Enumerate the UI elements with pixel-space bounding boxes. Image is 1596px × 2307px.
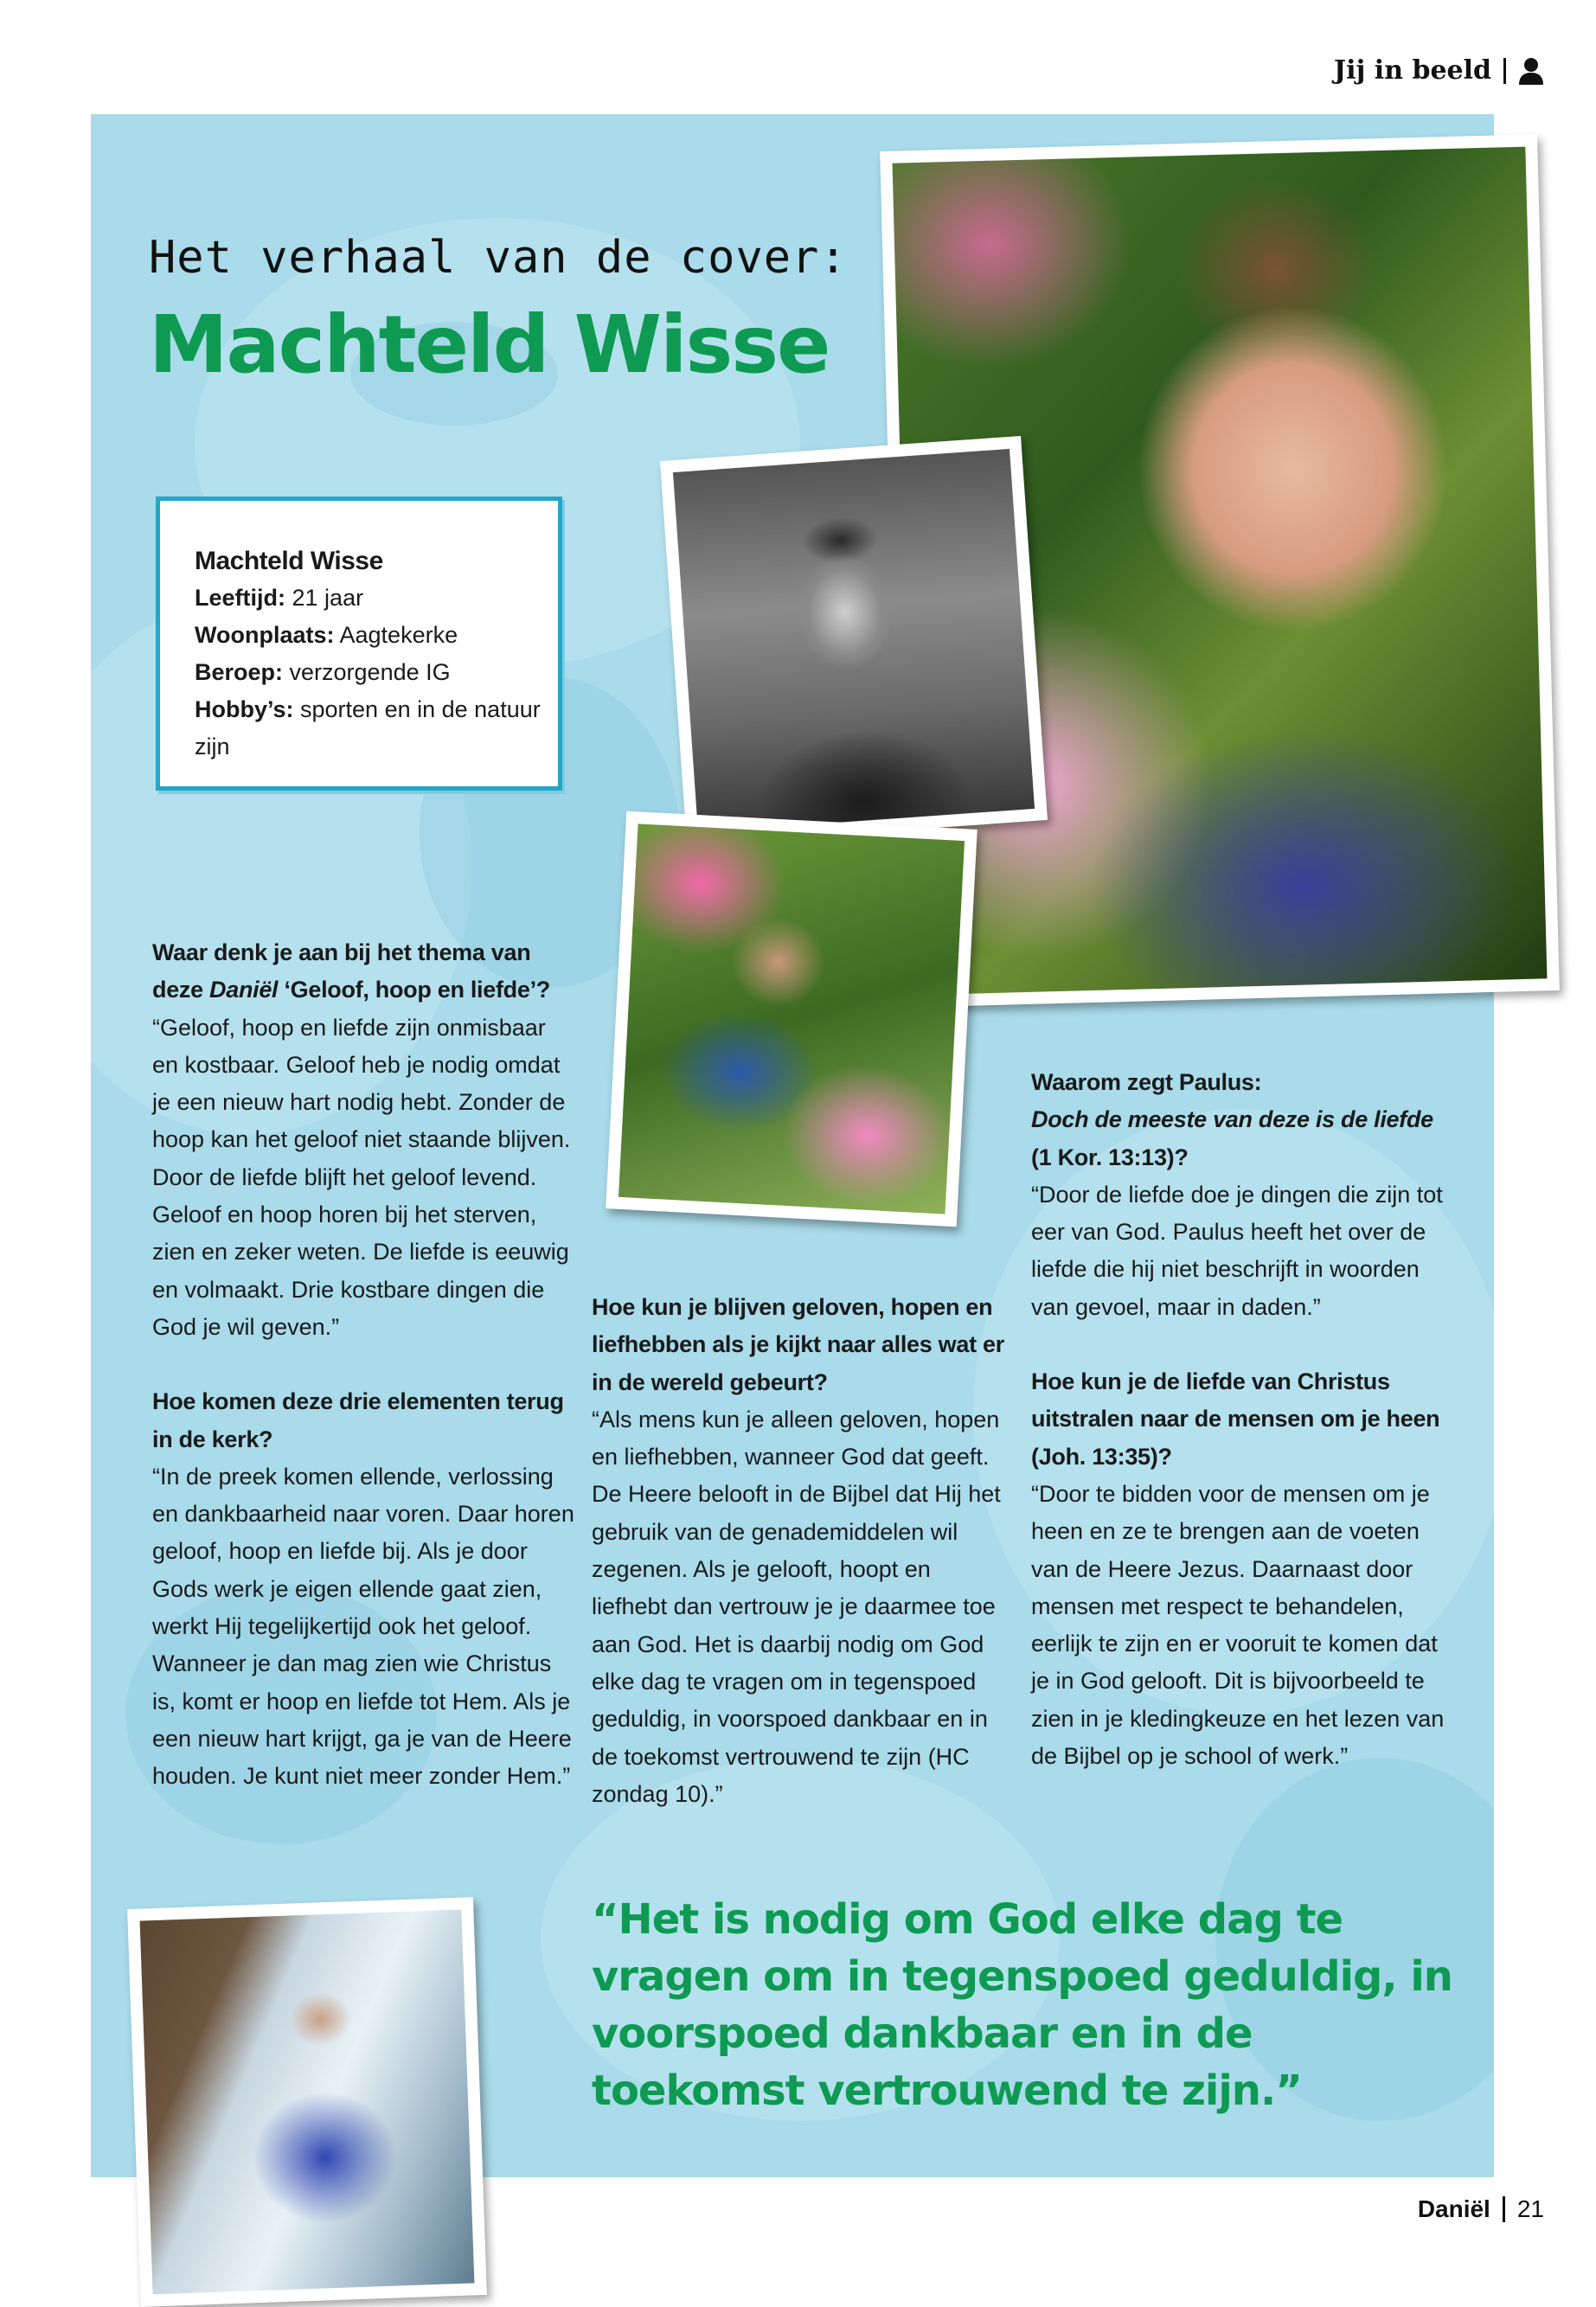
profile-field-residence — [195, 617, 541, 654]
field-value: Aagtekerke — [339, 622, 458, 648]
field-label: Leeftijd: — [195, 585, 285, 611]
profile-infobox — [156, 497, 562, 791]
header-divider — [1503, 58, 1506, 84]
photo-jetty — [127, 1897, 487, 2307]
footer-divider — [1503, 2196, 1505, 2222]
text-column-1 — [152, 934, 576, 1796]
section-label: Jij in beeld — [1333, 55, 1491, 86]
person-icon — [1518, 57, 1544, 85]
interview-answer: “Door te bidden voor de mensen om je heen en ze te brengen aan de voeten van de Heere Jezus. Daarnaast door mensen met respect te behandelen, eerlijk te zijn en er vooruit te komen dat je in God gelooft. Dit is bijvoorbeeld te zien in je kledingkeuze en het lezen van de Bijbel op je school of werk.” — [1031, 1480, 1445, 1770]
profile-field-age — [195, 580, 541, 617]
pull-quote: “Het is nodig om God elke dag te vragen om in tegenspoed geduldig, in voorspoed dankbaar en in de toekomst vertrouwend te zijn.” — [592, 1895, 1452, 2115]
field-value: 21 jaar — [292, 585, 364, 611]
field-value: sporten en in de natuur zijn — [195, 696, 541, 759]
photo-black-white-portrait — [660, 436, 1048, 845]
page-footer — [1418, 2195, 1544, 2223]
interview-answer: “In de preek komen ellende, verlossing en dankbaarheid naar voren. Daar horen geloof, hoop en liefde bij. Als je door Gods werk je eigen ellende gaat zien, werkt Hij tegelijkertijd ook het geloof. Wanneer je dan mag zien wie Christus is, komt er hoop en liefde tot Hem. Als je een nieuw hart krijgt, ga je van de Heere houden. Je kunt niet meer zonder Hem.” — [152, 1463, 574, 1790]
profile-field-profession — [195, 654, 541, 691]
field-label: Hobby’s: — [195, 696, 294, 722]
profile-field-hobbies — [195, 691, 541, 766]
interview-question: Hoe kun je blijven geloven, hopen en liefhebben als je kijkt naar alles wat er in de wereld gebeurt? — [592, 1294, 1004, 1395]
interview-answer: “Als mens kun je alleen geloven, hopen en liefhebben, wanneer God dat geeft. De Heere belooft in de Bijbel dat Hij het gebruik van de genademiddelen wil zegenen. Als je gelooft, hoopt en liefhebt dan vertrouw je je daarmee toe aan God. Het is daarbij nodig om God elke dag te vragen om in tegenspoed geduldig, in voorspoed dankbaar en in de toekomst vertrouwend te zijn (HC zondag 10).” — [592, 1406, 1001, 1807]
field-value: verzorgende IG — [289, 659, 451, 685]
magazine-name: Daniël — [1417, 2195, 1490, 2222]
field-label: Beroep: — [195, 659, 284, 685]
interview-question: Hoe komen deze drie elementen terug in de kerk? — [152, 1388, 564, 1452]
interview-answer: “Geloof, hoop en liefde zijn onmisbaar en kostbaar. Geloof heb je nodig omdat je een nieuw hart nodig hebt. Zonder de hoop kan het geloof niet staande blijven. Door de liefde blijft het geloof levend. Geloof en hoop horen bij het sterven, zien en zeker weten. De liefde is eeuwig en volmaakt. Drie kostbare dingen die God je wil geven.” — [152, 1014, 571, 1340]
article-kicker: Het verhaal van de cover: — [149, 232, 848, 284]
text-column-2 — [592, 1289, 1007, 1813]
interview-question: Hoe kun je de liefde van Christus uitstralen naar de mensen om je heen (Joh. 13:35)? — [1031, 1368, 1440, 1470]
photo-image — [140, 1910, 475, 2295]
section-header — [1334, 55, 1544, 86]
photo-image — [673, 449, 1035, 832]
text-column-3 — [1031, 1064, 1446, 1775]
photo-image — [619, 823, 965, 1214]
profile-name: Machteld Wisse — [195, 547, 383, 575]
interview-question: Waarom zegt Paulus: Doch de meeste van deze is de liefde (1 Kor. 13:13)? — [1031, 1069, 1433, 1170]
field-label: Woonplaats: — [195, 622, 335, 648]
photo-flowers — [606, 811, 977, 1227]
page-number: 21 — [1516, 2195, 1544, 2222]
article-title: Machteld Wisse — [149, 298, 830, 391]
interview-answer: “Door de liefde doe je dingen die zijn tot eer van God. Paulus heeft het over de liefde die hij niet beschrijft in woorden van gevoel, maar in daden.” — [1031, 1181, 1443, 1320]
interview-question: Waar denk je aan bij het thema van deze Daniël ‘Geloof, hoop en liefde’? — [152, 939, 550, 1003]
